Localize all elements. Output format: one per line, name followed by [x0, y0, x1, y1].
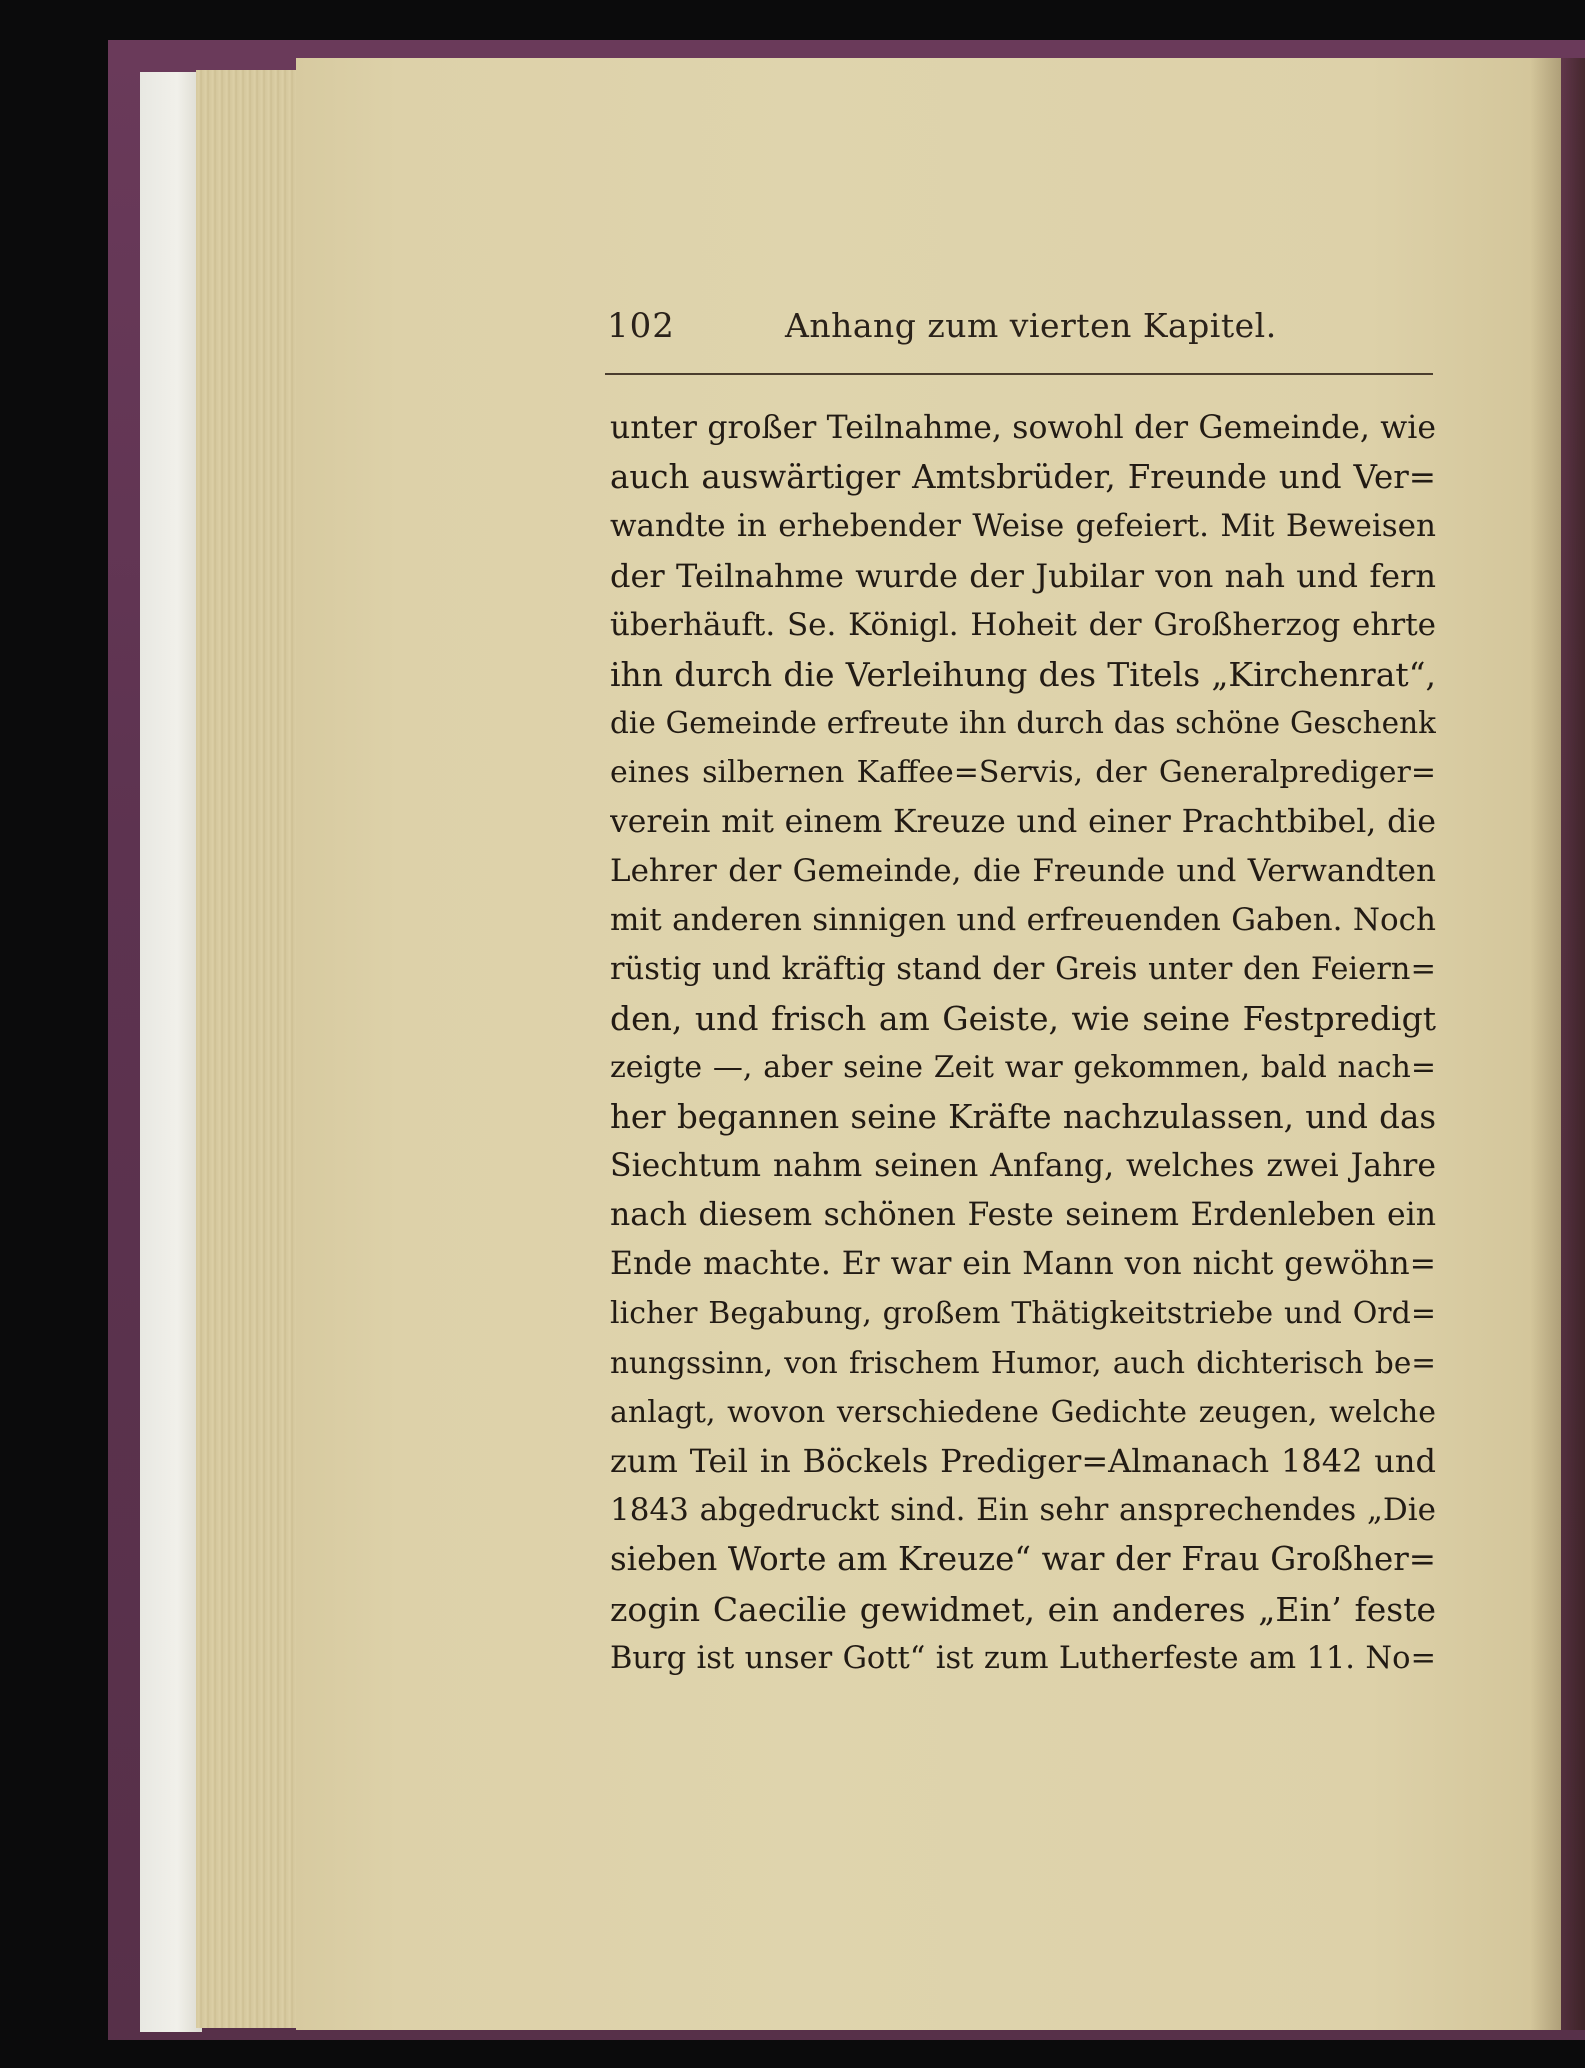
text-line: zeigte —, aber seine Zeit war gekommen, bald nach=: [610, 1050, 1436, 1086]
text-line: Ende machte. Er war ein Mann von nicht gewöhn=: [610, 1246, 1436, 1283]
text-line: ihn durch die Verleihung des Titels „Kirchenrat“,: [610, 654, 1436, 694]
text-line: den, und frisch am Geiste, wie seine Festpredigt: [610, 999, 1436, 1039]
running-title: Anhang zum vierten Kapitel.: [785, 306, 1277, 345]
text-line: auch auswärtiger Amtsbrüder, Freunde und Ver=: [610, 458, 1436, 497]
text-line: 1843 abgedruckt sind. Ein sehr ansprechendes „Die: [610, 1492, 1436, 1529]
text-line: sieben Worte am Kreuze“ war der Frau Großher=: [610, 1540, 1436, 1579]
text-line: her begannen seine Kräfte nachzulassen, und das: [610, 1097, 1436, 1136]
text-line: nach diesem schönen Feste seinem Erdenleben ein: [610, 1197, 1436, 1233]
body-text: [610, 404, 1436, 1683]
text-line: verein mit einem Kreuze und einer Prachtbibel, die: [610, 803, 1436, 840]
text-line: unter großer Teilnahme, sowohl der Gemeinde, wie: [610, 410, 1436, 446]
text-line: die Gemeinde erfreute ihn durch das schöne Geschenk: [610, 706, 1436, 741]
text-line: zogin Caecilie gewidmet, ein anderes „Ein’ feste: [610, 1589, 1436, 1629]
text-line: mit anderen sinnigen und erfreuenden Gaben. Noch: [610, 901, 1436, 938]
header-rule: [605, 373, 1433, 375]
page-edge-light: [140, 72, 202, 2032]
page-number: 102: [607, 306, 675, 346]
text-line: der Teilnahme wurde der Jubilar von nah und fern: [610, 556, 1436, 595]
text-line: licher Begabung, großem Thätigkeitstriebe und Ord=: [610, 1296, 1436, 1332]
text-line: zum Teil in Böckels Prediger=Almanach 1842 und: [610, 1441, 1436, 1480]
text-line: wandte in erhebender Weise gefeiert. Mit Beweisen: [610, 508, 1436, 545]
text-line: eines silbernen Kaffee=Servis, der Generalprediger=: [610, 755, 1436, 791]
text-line: nungssinn, von frischem Humor, auch dichterisch be=: [610, 1345, 1436, 1380]
text-line: anlagt, wovon verschiedene Gedichte zeugen, welche: [610, 1394, 1436, 1430]
page-header: [607, 306, 1437, 356]
text-line: Burg ist unser Gott“ ist zum Lutherfeste am 11. No=: [610, 1640, 1436, 1676]
text-line: rüstig und kräftig stand der Greis unter den Feiern=: [610, 952, 1436, 988]
page-edges: [196, 70, 306, 2028]
text-line: überhäuft. Se. Königl. Hoheit der Großherzog ehrte: [610, 606, 1436, 643]
text-line: Siechtum nahm seinen Anfang, welches zwei Jahre: [610, 1147, 1436, 1184]
text-line: Lehrer der Gemeinde, die Freunde und Verwandten: [610, 852, 1436, 889]
gutter-shadow: [1530, 58, 1585, 2030]
